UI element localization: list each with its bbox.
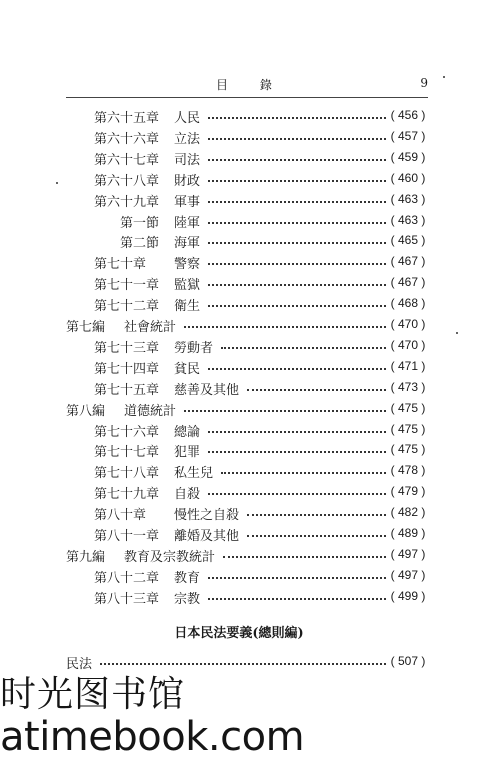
toc-entry-page: ( 479 ) (390, 484, 426, 499)
toc-entry[interactable] (0, 565, 478, 585)
toc-entry[interactable] (0, 314, 478, 334)
toc-entry[interactable] (0, 460, 478, 480)
toc-entry-chapter: 第二節 (120, 236, 160, 252)
toc-entry-title: 海軍 (174, 236, 201, 252)
toc-leader-dots (208, 180, 386, 182)
toc-entry-chapter: 第七十三章 (94, 340, 160, 356)
toc-entry-title: 人民 (174, 111, 201, 126)
toc-entry-page: ( 470 ) (390, 317, 426, 331)
header-title: 目 錄 (216, 78, 286, 92)
toc-entry-chapter: 第七十九章 (94, 487, 160, 503)
toc-entry-chapter: 第八十章 (94, 508, 147, 524)
toc-entry[interactable] (0, 335, 478, 355)
toc-entry[interactable] (0, 398, 478, 418)
toc-entry-chapter: 第九編 (66, 549, 106, 565)
toc-leader-dots (208, 305, 386, 307)
toc-entry-page: ( 499 ) (390, 588, 426, 603)
toc-entry-title: 警察 (174, 257, 201, 273)
toc-leader-dots (208, 451, 386, 453)
toc-entry[interactable] (0, 439, 478, 459)
toc-entry-page: ( 456 ) (390, 108, 426, 122)
toc-entry-page: ( 459 ) (390, 149, 426, 164)
toc-entry-chapter: 第六十五章 (94, 111, 160, 126)
toc-entry-chapter: 第七十四章 (94, 361, 160, 377)
toc-entry-title: 私生兒 (174, 466, 214, 482)
toc-entry-title: 軍事 (174, 194, 201, 210)
toc-entry-title: 宗教 (174, 591, 201, 607)
toc-entry-chapter: 第七十章 (94, 257, 147, 273)
toc-entry-chapter: 民法 (66, 657, 93, 672)
toc-entry[interactable] (0, 523, 478, 543)
toc-entry[interactable] (0, 251, 478, 271)
toc-entry[interactable] (0, 189, 478, 209)
toc-entry-title: 陸軍 (174, 215, 201, 231)
toc-entry-title: 財政 (174, 173, 201, 189)
toc-entry-chapter: 第七十六章 (94, 424, 160, 440)
toc-entry-title: 司法 (174, 152, 201, 168)
toc-entry[interactable] (0, 481, 478, 501)
toc-leader-dots (208, 222, 386, 224)
toc-entry[interactable] (0, 419, 478, 439)
toc-entry-page: ( 468 ) (390, 296, 426, 311)
toc-entry-chapter: 第六十七章 (94, 152, 160, 168)
toc-leader-dots (208, 159, 386, 161)
toc-entry-page: ( 478 ) (390, 463, 426, 478)
toc-entry-chapter: 第六十六章 (94, 131, 160, 147)
toc-entry-page: ( 463 ) (390, 191, 426, 206)
toc-entry-page: ( 467 ) (390, 275, 426, 290)
toc-entry-page: ( 497 ) (390, 567, 426, 582)
toc-entry[interactable] (0, 502, 478, 522)
scan-speck (456, 332, 458, 334)
toc-leader-dots (208, 493, 386, 495)
toc-entry-title: 勞動者 (174, 340, 214, 356)
toc-entry[interactable] (0, 126, 478, 146)
toc-leader-dots (208, 201, 386, 203)
toc-entry[interactable] (0, 544, 478, 564)
toc-entry-chapter: 第一節 (120, 215, 160, 231)
toc-entry-page: ( 507 ) (390, 654, 426, 668)
toc-entry-chapter: 第七十七章 (94, 445, 160, 461)
toc-entry[interactable] (0, 105, 478, 125)
toc-leader-dots (184, 326, 386, 328)
running-header (66, 72, 428, 94)
toc-entry-page: ( 471 ) (390, 358, 426, 373)
scan-speck (56, 182, 58, 184)
toc-leader-dots (208, 138, 386, 140)
toc-entry[interactable] (0, 293, 478, 313)
watermark-url: atimebook.com (0, 714, 305, 760)
toc-entry-title: 社會統計 (124, 320, 177, 335)
toc-entry-title: 立法 (174, 131, 201, 147)
section-subtitle: 日本民法要義(總則編) (174, 626, 304, 641)
toc-entry[interactable] (0, 377, 478, 397)
header-page-number: 9 (420, 76, 428, 90)
toc-entry-page: ( 475 ) (390, 421, 426, 436)
toc-entry-chapter: 第八十二章 (94, 570, 160, 586)
toc-entry-page: ( 489 ) (390, 526, 426, 540)
toc-leader-dots (221, 347, 386, 349)
toc-leader-dots (208, 117, 386, 119)
toc-entry-page: ( 475 ) (390, 442, 426, 457)
toc-entry-page: ( 475 ) (390, 400, 426, 415)
toc-entry-page: ( 473 ) (390, 379, 426, 394)
toc-entry-chapter: 第七十一章 (94, 278, 160, 294)
toc-entry-title: 總論 (174, 424, 201, 440)
toc-entry-page: ( 467 ) (390, 254, 426, 269)
toc-entry-chapter: 第七編 (66, 320, 106, 335)
toc-leader-dots (247, 389, 386, 391)
toc-leader-dots (208, 368, 386, 370)
toc-entry-title: 道德統計 (124, 403, 177, 419)
toc-entry[interactable] (0, 168, 478, 188)
toc-entry-title: 犯罪 (174, 445, 201, 461)
toc-leader-dots (208, 242, 386, 244)
toc-leader-dots (184, 410, 386, 412)
toc-leader-dots (208, 598, 386, 600)
toc-entry-chapter: 第七十五章 (94, 382, 160, 398)
toc-leader-dots (221, 472, 386, 474)
toc-entry-chapter: 第八編 (66, 403, 106, 419)
toc-leader-dots (247, 514, 386, 516)
toc-entry[interactable] (0, 230, 478, 250)
toc-entry-chapter: 第七十二章 (94, 299, 160, 315)
toc-leader-dots (208, 577, 386, 579)
toc-entry-title: 慢性之自殺 (174, 508, 240, 524)
toc-entry-page: ( 460 ) (390, 170, 426, 185)
toc-entry[interactable] (0, 210, 478, 230)
toc-entry-title: 離婚及其他 (174, 529, 240, 544)
toc-entry-chapter: 第八十一章 (94, 529, 160, 544)
header-rule (66, 97, 428, 98)
toc-entry-page: ( 482 ) (390, 505, 426, 520)
toc-entry-page: ( 457 ) (390, 128, 426, 143)
toc-entry-page: ( 470 ) (390, 337, 426, 352)
toc-entry-page: ( 465 ) (390, 233, 426, 248)
toc-entry[interactable] (0, 147, 478, 167)
toc-entry-title: 教育及宗教統計 (124, 549, 216, 565)
toc-leader-dots (247, 535, 386, 537)
toc-entry-chapter: 第六十九章 (94, 194, 160, 210)
toc-entry-title: 衛生 (174, 299, 201, 315)
toc-entry-title: 貧民 (174, 361, 201, 377)
toc-entry-chapter: 第六十八章 (94, 173, 160, 189)
toc-entry-title: 教育 (174, 570, 201, 586)
toc-entry[interactable] (0, 356, 478, 376)
toc-entry-page: ( 463 ) (390, 212, 426, 227)
toc-entry[interactable] (0, 586, 478, 606)
toc-leader-dots (208, 431, 386, 433)
toc-entry-chapter: 第八十三章 (94, 591, 160, 607)
toc-leader-dots (208, 263, 386, 265)
toc-entry-title: 自殺 (174, 487, 201, 503)
toc-leader-dots (223, 556, 386, 558)
toc-entry[interactable] (0, 272, 478, 292)
toc-entry-title: 監獄 (174, 278, 201, 294)
toc-entry-chapter: 第七十八章 (94, 466, 160, 482)
scan-speck (443, 76, 445, 78)
toc-entry-title: 慈善及其他 (174, 382, 240, 398)
toc-leader-dots (100, 663, 386, 665)
watermark-chinese: 时光图书馆 (0, 674, 186, 715)
toc-leader-dots (208, 284, 386, 286)
toc-entry-page: ( 497 ) (390, 546, 426, 561)
